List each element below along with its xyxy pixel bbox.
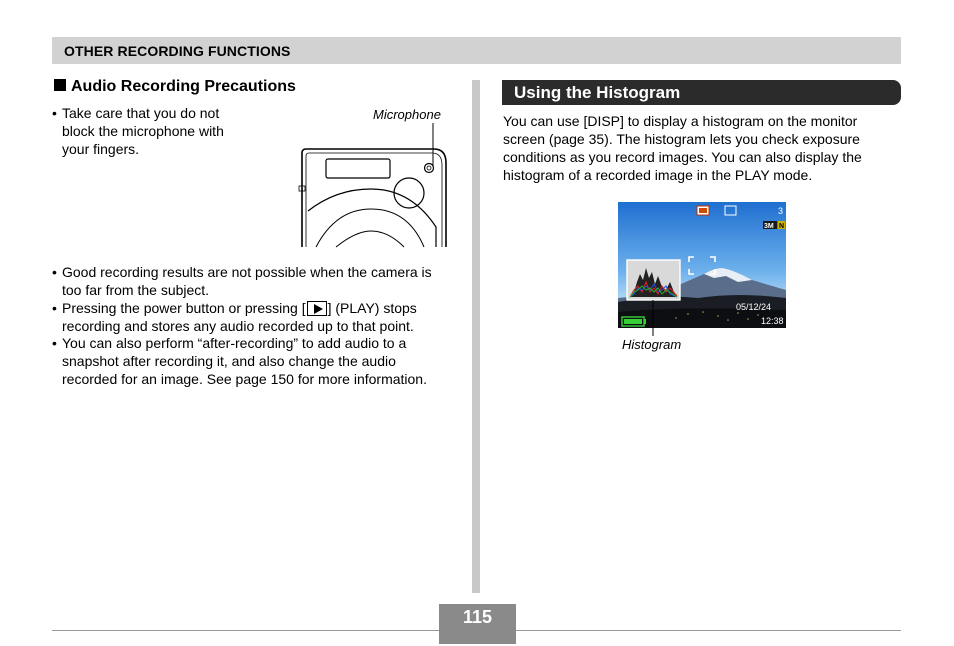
bullet-microphone	[52, 104, 247, 158]
bullet-after-recording-text: You can also perform “after-recording” to add audio to a snapshot after recording it, and also change the audio recorded for an image. See page 150 for more information.	[62, 335, 427, 387]
header-title: OTHER RECORDING FUNCTIONS	[64, 43, 291, 59]
histogram-heading-bar	[502, 80, 901, 105]
header-bar	[52, 37, 901, 64]
bullet-play-stop-text-b: ] (PLAY) stops recording and stores any audio recorded up to that point.	[62, 300, 417, 334]
lcd-screen-image	[618, 202, 786, 328]
bullet-play-stop-text	[52, 299, 452, 335]
histogram-graph	[627, 260, 680, 300]
audio-precautions-heading-text: Audio Recording Precautions	[71, 78, 296, 95]
histogram-caption: Histogram	[622, 337, 682, 352]
bullet-dot: •	[52, 105, 57, 121]
bullet-play-stop-text-a: Pressing the power button or pressing [	[62, 300, 306, 316]
lcd-time: 12:38	[761, 316, 784, 326]
histogram-heading: Using the Histogram	[514, 83, 681, 102]
lcd-quality-icon: N	[779, 223, 785, 230]
bullet-after-recording	[52, 334, 452, 388]
column-divider	[472, 80, 480, 593]
page-number: 115	[462, 607, 493, 627]
lcd-date: 05/12/24	[736, 302, 772, 312]
bullet-microphone-text: Take care that you do not block the microphone with your fingers.	[62, 105, 224, 157]
bullet-distance	[52, 263, 452, 299]
play-icon	[307, 301, 327, 316]
camera-illustration	[296, 123, 452, 249]
histogram-callout-line	[651, 300, 655, 336]
square-bullet-icon	[54, 79, 66, 91]
microphone-caption: Microphone	[373, 107, 441, 122]
lcd-size-icon: 3M	[764, 223, 774, 230]
bullet-play-stop	[52, 299, 452, 335]
audio-precautions-heading	[54, 78, 296, 96]
bullet-dot: •	[52, 264, 57, 280]
lcd-count: 3	[778, 206, 784, 216]
bullet-distance-text: Good recording results are not possible when the camera is too far from the subject.	[62, 264, 432, 298]
bullet-dot: •	[52, 335, 57, 351]
bullet-dot: •	[52, 300, 57, 316]
page-number-box	[439, 604, 516, 644]
histogram-paragraph: You can use [DISP] to display a histogram on the monitor screen (page 35). The histogram lets you check exposure conditions as you record images. You can also display the histogram of a recorded image in the PLAY mode.	[503, 113, 862, 183]
